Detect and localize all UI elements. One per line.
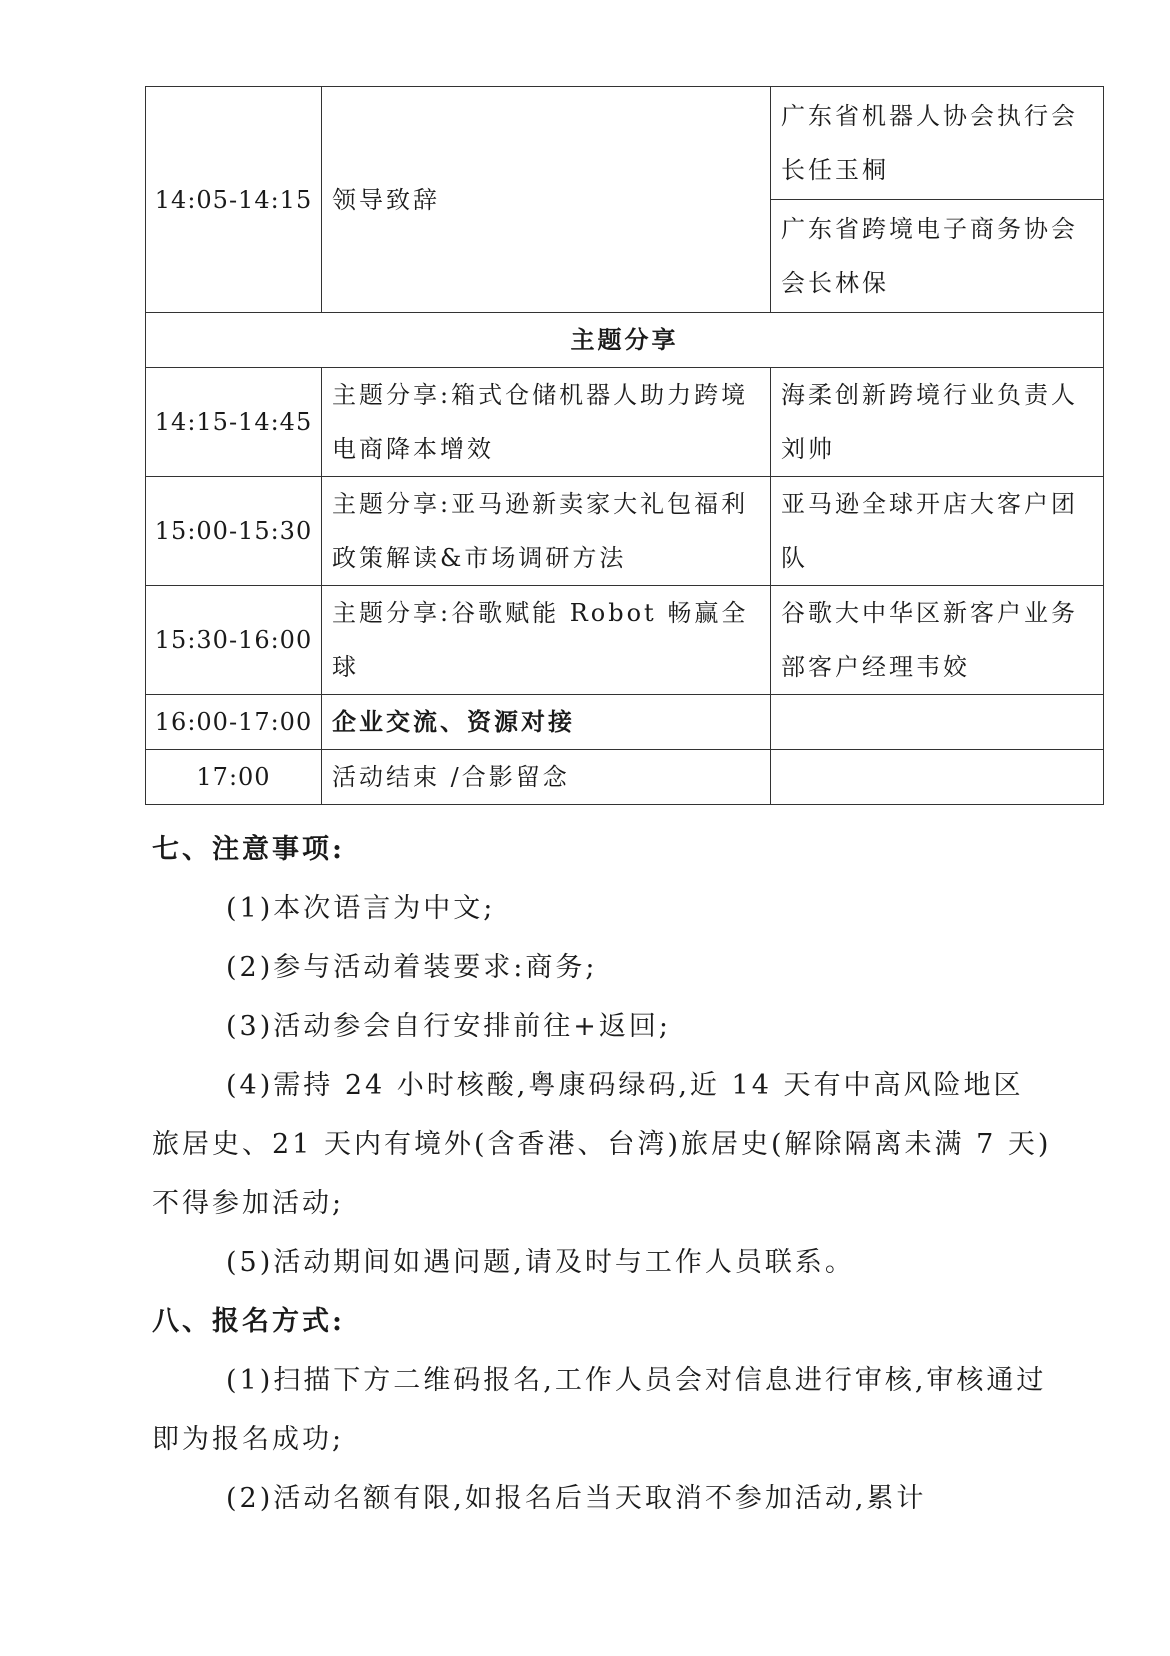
note-item: (5)活动期间如遇问题,请及时与工作人员联系。 — [226, 1247, 855, 1278]
speaker-cell — [771, 750, 1104, 805]
table-row — [146, 586, 1104, 695]
note-item: (3)活动参会自行安排前往+返回; — [226, 1011, 671, 1042]
time-cell: 14:15-14:45 — [146, 368, 322, 477]
table-row — [146, 477, 1104, 586]
registration-item: (1)扫描下方二维码报名,工作人员会对信息进行审核,审核通过即为报名成功; — [152, 1365, 1047, 1455]
table-row — [146, 87, 1104, 200]
time-cell: 14:05-14:15 — [146, 87, 322, 313]
table-row — [146, 750, 1104, 805]
section-header-row — [146, 313, 1104, 368]
time-cell: 17:00 — [146, 750, 322, 805]
speaker-cell: 亚马逊全球开店大客户团队 — [771, 477, 1104, 586]
schedule-table — [145, 86, 1104, 805]
note-item: (1)本次语言为中文; — [226, 893, 496, 924]
notes-section — [152, 820, 1052, 1528]
speaker-cell: 海柔创新跨境行业负责人刘帅 — [771, 368, 1104, 477]
time-cell: 15:30-16:00 — [146, 586, 322, 695]
registration-item: (2)活动名额有限,如报名后当天取消不参加活动,累计 — [226, 1483, 927, 1514]
section-8-heading: 八、报名方式: — [152, 1306, 345, 1337]
table-row — [146, 368, 1104, 477]
time-cell: 15:00-15:30 — [146, 477, 322, 586]
speaker-cell — [771, 695, 1104, 750]
section-7-heading: 七、注意事项: — [152, 834, 345, 865]
topic-cell: 活动结束 /合影留念 — [322, 750, 771, 805]
note-item: (2)参与活动着装要求:商务; — [226, 952, 598, 983]
table-row — [146, 695, 1104, 750]
speaker-cell: 广东省机器人协会执行会长任玉桐 — [771, 87, 1104, 200]
section-title: 主题分享 — [146, 313, 1104, 368]
topic-cell: 主题分享:亚马逊新卖家大礼包福利政策解读&市场调研方法 — [322, 477, 771, 586]
time-cell: 16:00-17:00 — [146, 695, 322, 750]
speaker-cell: 广东省跨境电子商务协会会长林保 — [771, 200, 1104, 313]
topic-cell: 主题分享:箱式仓储机器人助力跨境电商降本增效 — [322, 368, 771, 477]
topic-cell: 主题分享:谷歌赋能 Robot 畅赢全球 — [322, 586, 771, 695]
note-item: (4)需持 24 小时核酸,粤康码绿码,近 14 天有中高风险地区旅居史、21 天内有境外(含香港、台湾)旅居史(解除隔离未满 7 天)不得参加活动; — [152, 1070, 1052, 1219]
topic-cell: 企业交流、资源对接 — [322, 695, 771, 750]
speaker-cell: 谷歌大中华区新客户业务部客户经理韦姣 — [771, 586, 1104, 695]
topic-cell: 领导致辞 — [322, 87, 771, 313]
